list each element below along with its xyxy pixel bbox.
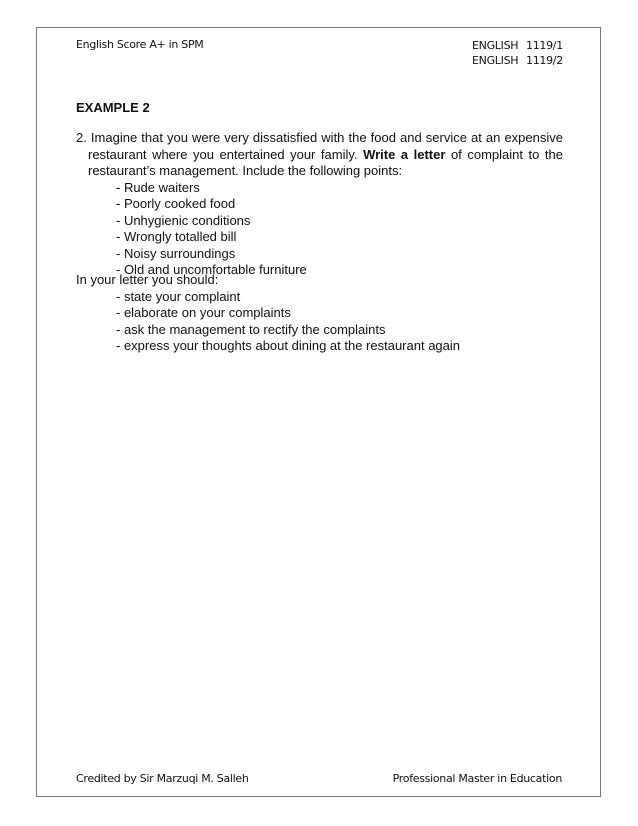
list-item: - express your thoughts about dining at the restaurant again xyxy=(116,338,460,353)
question-paragraph xyxy=(76,130,563,180)
question-bold-instruction: Write a letter xyxy=(363,146,446,162)
question-block xyxy=(76,130,563,279)
paper-subject: ENGLISH xyxy=(472,54,519,67)
list-item: - ask the management to rectify the complaints xyxy=(116,321,386,337)
paper-code: 1119/2 xyxy=(526,54,563,67)
instructions-block xyxy=(76,272,563,355)
paper-subject: ENGLISH xyxy=(472,39,519,52)
list-item: - state your complaint xyxy=(116,288,241,304)
complaint-points-list xyxy=(76,180,563,279)
list-item: - Noisy surroundings xyxy=(116,245,236,261)
example-title: EXAMPLE 2 xyxy=(76,100,150,115)
header-paper-row xyxy=(472,38,563,53)
paper-code: 1119/1 xyxy=(526,39,563,52)
list-item: - Unhygienic conditions xyxy=(116,212,251,228)
instructions-intro: In your letter you should: xyxy=(76,272,219,287)
header-left-text: English Score A+ in SPM xyxy=(76,38,204,51)
list-item: - Old and uncomfortable furniture xyxy=(116,262,307,277)
question-number: 2. xyxy=(76,130,87,145)
list-item: - Rude waiters xyxy=(116,179,200,195)
question-text-after-bold: of complaint to the restaurant’s management. Include the following points: xyxy=(88,146,563,178)
header-paper-row xyxy=(472,53,563,68)
list-item: - Poorly cooked food xyxy=(116,196,236,211)
footer-credit: Credited by Sir Marzuqi M. Salleh xyxy=(76,772,249,785)
question-text-before-bold: Imagine that you were very dissatisfied with the food and service at an expensive restaurant where you entertained your family. xyxy=(88,130,563,162)
footer-qualification: Professional Master in Education xyxy=(392,772,562,785)
list-item: - elaborate on your complaints xyxy=(116,305,291,320)
header-paper-codes xyxy=(472,38,563,68)
instructions-list xyxy=(76,289,563,355)
list-item: - Wrongly totalled bill xyxy=(116,229,237,244)
